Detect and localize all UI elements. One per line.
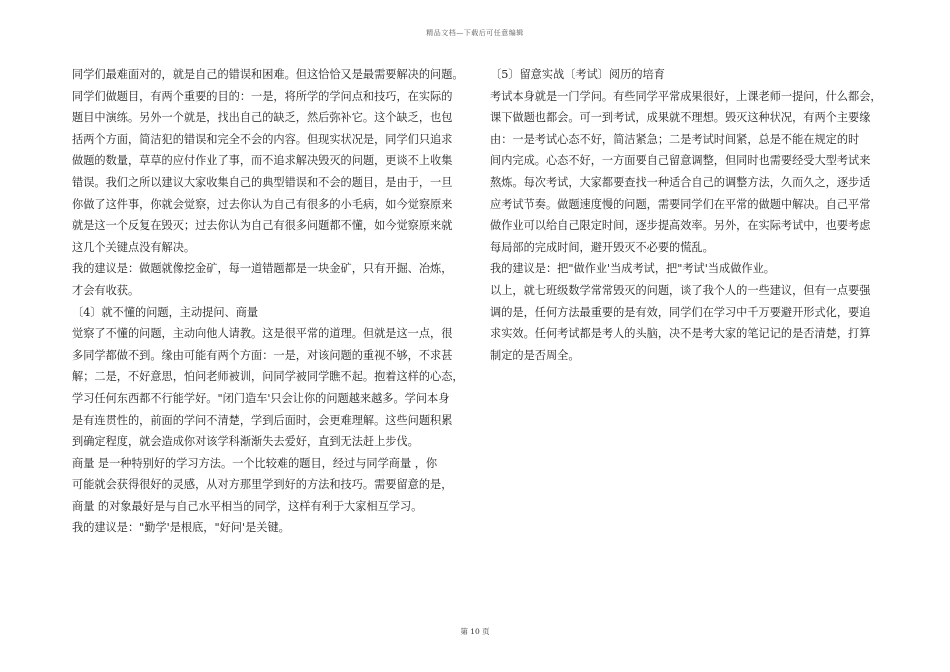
text-line: 做题的数量，草草的应付作业了事，而不追求解决毁灭的问题，更谈不上收集 [72, 154, 453, 168]
text-line: 同学们最难面对的，就是自己的错误和困难。但这恰恰又是最需要解决的问题。 [72, 68, 464, 81]
text-line: 觉察了不懂的问题，主动向他人请教。这是很平常的道理。但就是这一点，很 [72, 327, 453, 341]
text-line: 这几个关键点没有解决。 [72, 240, 196, 254]
page-number: 第 10 页 [460, 627, 490, 636]
right-column [490, 64, 882, 366]
page-header: 精品文档—下载后可任意编辑 [426, 29, 524, 37]
text-line: 错误。我们之所以建议大家收集自己的典型错误和不会的题目，是由于，一旦 [72, 175, 453, 189]
text-line: 应考试节奏。做题速度慢的问题，需要同学们在平常的做题中解决。自己平常 [490, 197, 871, 211]
text-line: 调的是，任何方法最重要的是有效，同学们在学习中千万要避开形式化，要追 [490, 305, 871, 319]
text-line: 课下做题也都会。可一到考试，成果就不理想。毁灭这种状况，有两个主要缘 [490, 111, 871, 125]
text-line: 学习任何东西都不行能学好。"闭门造车'只会让你的问题越来越多。学问本身 [72, 391, 450, 405]
text-line: 考试本身就是一门学问。有些同学平常成果很好，上课老师一提问，什么都会， [490, 89, 882, 103]
text-line: 商量 的对象最好是与自己水平相当的同学，这样有利于大家相互学习。 [72, 499, 423, 513]
text-line: 题目中演练。另外一个就是，找出自己的缺乏，然后弥补它。这个缺乏，也包 [72, 111, 453, 125]
text-line: 商量 是一种特别好的学习方法。一个比较难的题目，经过与同学商量 ，你 [72, 456, 438, 470]
text-line: 你做了这件事，你就会觉察，过去你认为自己有很多的小毛病，如今觉察原来 [72, 197, 453, 211]
text-line: 到确定程度，就会造成你对该学科渐渐失去爱好，直到无法赶上步伐。 [72, 435, 419, 449]
section-heading: 〔5〕留意实战〔考试〕阅历的培育 [490, 68, 665, 81]
text-line: 每局部的完成时间，避开毁灭不必要的慌乱。 [490, 240, 714, 254]
text-line: 制定的是否周全。 [490, 348, 580, 362]
text-line: 间内完成。心态不好，一方面要自己留意调整，但同时也需要经受大型考试来 [490, 154, 871, 168]
text-line: 多同学都做不到。缘由可能有两个方面：一是，对该问题的重视不够，不求甚 [72, 348, 453, 362]
text-line: 可能就会获得很好的灵感，从对方那里学到好的方法和技巧。需要留意的是， [72, 478, 453, 492]
text-line: 我的建议是：做题就像挖金矿，每一道错题都是一块金矿，只有开掘、冶炼， [72, 262, 453, 276]
text-line: 求实效。任何考试都是考人的头脑，决不是考大家的笔记记的是否清楚，打算 [490, 327, 871, 341]
text-line: 是有连贯性的，前面的学问不清楚，学到后面时，会更难理解。这些问题积累 [72, 413, 453, 427]
text-line: 我的建议是：把"做作业'当成考试，把"考试'当成做作业。 [490, 262, 775, 276]
section-heading: 〔4〕就不懂的问题，主动提问、商量 [72, 305, 259, 319]
text-line: 由：一是考试心态不好，简洁紧急；二是考试时间紧，总是不能在规定的时 [490, 132, 860, 146]
text-line: 才会有收获。 [72, 283, 140, 297]
left-column [72, 64, 464, 539]
text-line: 我的建议是："勤学'是根底，"好问'是关键。 [72, 521, 290, 535]
text-line: 做作业可以给自己限定时间，逐步提高效率。另外，在实际考试中，也要考虑 [490, 219, 871, 233]
text-line: 括两个方面，简洁犯的错误和完全不会的内容。但现实状况是，同学们只追求 [72, 132, 453, 146]
text-line: 解；二是，不好意思，怕问老师被训，问同学被同学瞧不起。抱着这样的心态， [72, 370, 464, 384]
text-line: 熬炼。每次考试，大家都要查找一种适合自己的调整方法，久而久之，逐步适 [490, 175, 871, 189]
text-line: 同学们做题目，有两个重要的目的：一是，将所学的学问点和技巧，在实际的 [72, 89, 453, 103]
text-line: 就是这一个反复在毁灭；过去你认为自己有很多问题都不懂，如今觉察原来就 [72, 219, 453, 233]
text-line: 以上，就七班级数学常常毁灭的问题，谈了我个人的一些建议，但有一点要强 [490, 283, 871, 297]
